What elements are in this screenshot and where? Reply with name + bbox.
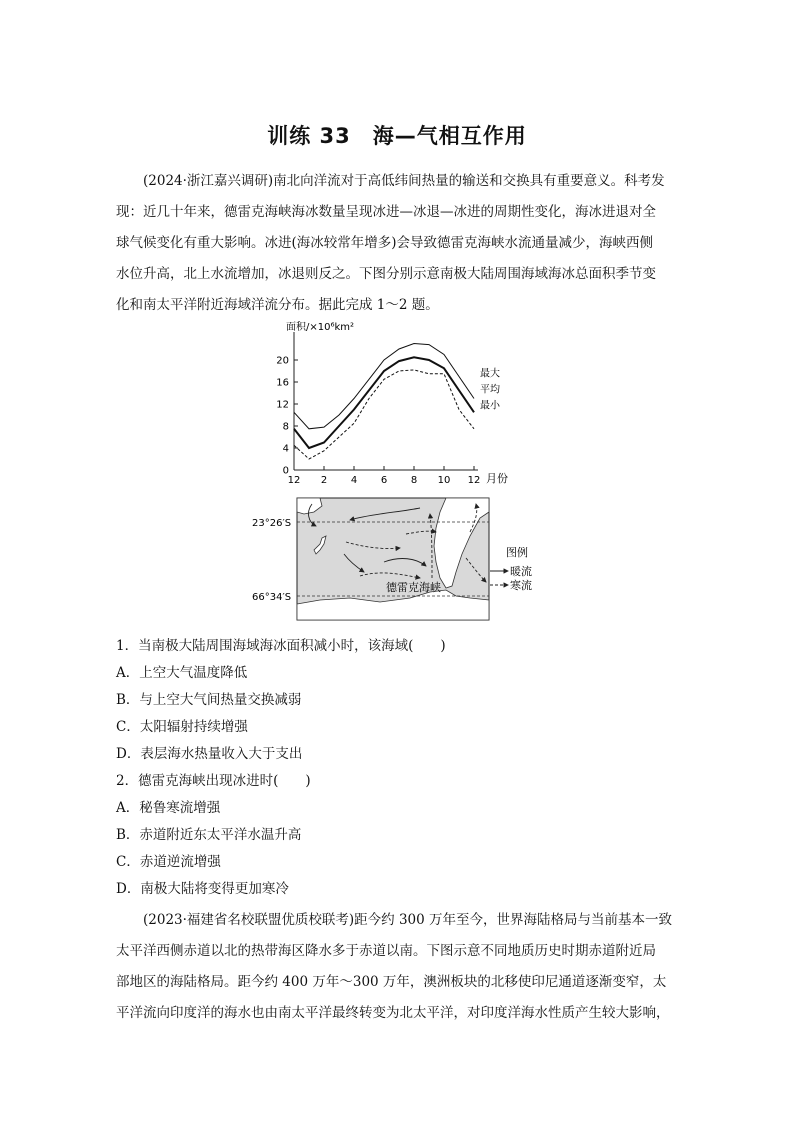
x-tick-label: 6 [380,475,388,486]
series-label: 平均 [480,384,500,396]
y-tick-label: 16 [276,377,289,389]
passage-1-line: (2024·浙江嘉兴调研)南北向洋流对于高低纬间热量的输送和交换具有重要意义。科考发 [143,173,665,189]
legend-title: 图例 [506,546,528,559]
question-1-option-b[interactable]: B．与上空大气间热量交换减弱 [116,692,302,708]
y-tick-label: 4 [282,443,289,455]
lat-label-top: 23°26′S [252,518,292,529]
passage-2-line: 部地区的海陆格局。距今约 400 万年～300 万年，澳洲板块的北移使印尼通道逐渐变窄，太 [116,974,667,990]
passage-2-line: 平洋流向印度洋的海水也由南太平洋最终转变为北太平洋，对印度洋海水性质产生较大影响， [116,1005,670,1021]
passage-2 [116,905,682,1029]
y-tick-label: 12 [276,399,289,411]
series-line-最小 [294,370,474,459]
ocean-current-map [250,492,550,624]
question-2-option-b[interactable]: B．赤道附近东太平洋水温升高 [116,827,302,843]
question-2-option-c[interactable]: C．赤道逆流增强 [116,854,221,870]
question-2-option-d[interactable]: D．南极大陆将变得更加寒冷 [116,881,289,897]
question-1-option-c[interactable]: C．太阳辐射持续增强 [116,719,248,735]
question-1-option-d[interactable]: D．表层海水热量收入大于支出 [116,746,303,762]
passage-1-line: 现：近几十年来，德雷克海峡海冰数量呈现冰进—冰退—冰进的周期性变化，海冰进退对全 [116,204,656,220]
passage-2-line: 太平洋西侧赤道以北的热带海区降水多于赤道以南。下图示意不同地质历史时期赤道附近局 [116,943,656,959]
x-tick-label: 4 [350,475,358,486]
y-axis-label: 面积/×10⁶km² [286,322,355,333]
passage-2-line: (2023·福建省名校联盟优质校联考)距今约 300 万年至今，世界海陆格局与当前基本一致 [143,912,673,928]
question-1-option-a[interactable]: A．上空大气温度降低 [116,665,248,681]
passage-1 [116,166,682,321]
drake-strait-label: 德雷克海峡 [386,581,441,594]
x-tick-label: 12 [467,475,481,486]
lat-label-bottom: 66°34′S [252,592,292,603]
x-axis-label: 月份 [486,472,508,485]
y-tick-label: 20 [276,355,289,367]
question-1-stem: 1．当南极大陆周围海域海冰面积减小时，该海域( ) [116,638,446,654]
series-line-最大 [294,344,474,429]
passage-1-line: 化和南太平洋附近海域洋流分布。据此完成 1～2 题。 [116,297,439,313]
x-tick-label: 10 [437,475,451,486]
y-tick-label: 0 [282,465,289,477]
legend-cold-label: 寒流 [510,579,532,592]
series-label: 最大 [480,368,500,380]
passage-1-line: 球气候变化有重大影响。冰进(海冰较常年增多)会导致德雷克海峡水流通量减少，海峡西侧 [116,235,654,251]
series-label: 最小 [480,400,500,412]
series-line-平均 [294,357,474,448]
x-tick-label: 12 [287,475,301,486]
passage-1-line: 水位升高，北上水流增加，冰退则反之。下图分别示意南极大陆周围海域海冰总面积季节变 [116,266,656,282]
legend-warm-label: 暖流 [510,565,532,578]
x-tick-label: 8 [410,475,418,486]
x-tick-label: 2 [320,475,328,486]
question-2-option-a[interactable]: A．秘鲁寒流增强 [116,800,221,816]
sea-ice-area-chart [250,318,550,490]
y-tick-label: 8 [282,421,289,433]
question-2-stem: 2．德雷克海峡出现冰进时( ) [116,773,311,789]
page-title: 训练 33 海—气相互作用 [267,124,527,148]
